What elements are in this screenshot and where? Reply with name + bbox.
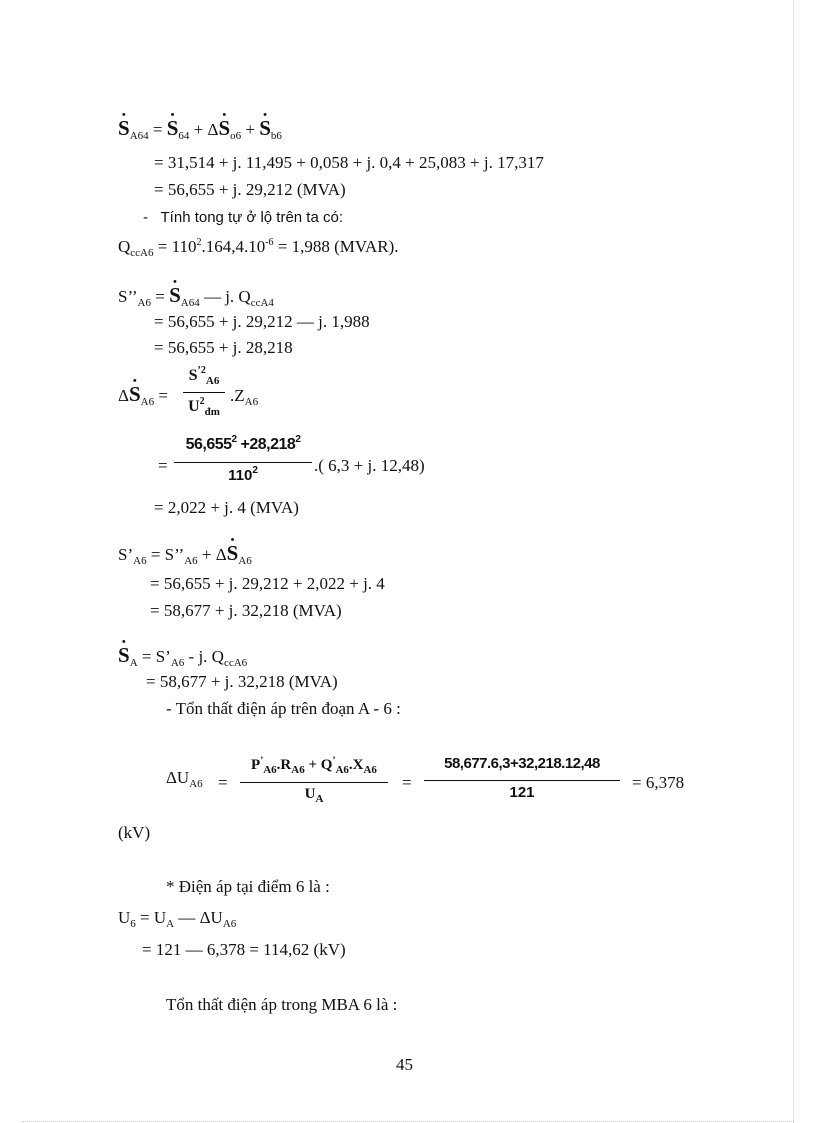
page-border-bottom bbox=[22, 1121, 794, 1122]
eq6-line2: = 58,677 + j. 32,218 (MVA) bbox=[146, 672, 338, 691]
eq2-line1: $S’’_{A6}$ = • $S_{A64}$ — j. $Q_{ccA4}$ bbox=[118, 285, 274, 309]
eq7-equals-1: = bbox=[218, 773, 228, 792]
eq4-result: = 2,022 + j. 4 (MVA) bbox=[154, 498, 299, 517]
eq3-tail: $.Z_{A6}$ bbox=[230, 386, 259, 408]
eq6-heading: - Tổn thất điện áp trên đoạn A - 6 : bbox=[166, 699, 401, 718]
note-similar: - Tính tong tự ở lộ trên ta có: bbox=[143, 209, 343, 226]
eq4-fraction-bar bbox=[174, 462, 312, 463]
qcc-line: $Q_{ccA6} = 110^2.164,4.10^{-6} = 1,988$ (MVAR). bbox=[118, 237, 399, 259]
footer-text: Tổn thất điện áp trong MBA 6 là : bbox=[166, 995, 398, 1014]
eq5-line1: $S’_{A6}$ = $S’’_{A6}$ + Δ• $S_{A6}$ bbox=[118, 543, 252, 567]
eq4-denominator: $110^2$ bbox=[228, 465, 258, 484]
eq2-line2: = 56,655 + j. 29,212 — j. 1,988 bbox=[154, 312, 370, 331]
eq1-line1: • $S_{A64}$ = • $S_{64}$ + Δ• $S_{o6}$ + • $S_{b6}$ bbox=[118, 118, 282, 142]
eq2-line3: = 56,655 + j. 28,218 bbox=[154, 338, 293, 357]
eq7-denominator-1: $U_A$ bbox=[304, 786, 324, 805]
eq7-denominator-2: 121 bbox=[509, 784, 535, 801]
eq3-denominator: $U^2_{đm}$ bbox=[188, 396, 220, 418]
eq3-lhs: Δ• $S_{A6}$ = bbox=[118, 384, 168, 408]
eq4-tail: .( 6,3 + j. 12,48) bbox=[314, 456, 425, 475]
eq1-line3: = 56,655 + j. 29,212 (MVA) bbox=[154, 180, 346, 199]
eq3-numerator: $S^{’2}_{A6}$ bbox=[188, 365, 220, 387]
eq5-line2: = 56,655 + j. 29,212 + 2,022 + j. 4 bbox=[150, 574, 385, 593]
eq6-line1: • $S_A$ = $S’_{A6}$ - j. $Q_{ccA6}$ bbox=[118, 645, 247, 669]
eq8-heading: * Điện áp tại điểm 6 là : bbox=[166, 877, 330, 896]
eq7-equals-2: = bbox=[402, 773, 412, 792]
eq7-lhs: $\Delta U_{A6}$ bbox=[166, 768, 203, 790]
eq7-result: = 6,378 bbox=[632, 773, 685, 792]
eq3-fraction-bar bbox=[183, 392, 225, 393]
page-number: 45 bbox=[396, 1055, 413, 1074]
eq7-fraction-bar-1 bbox=[240, 782, 388, 783]
page-border-right bbox=[793, 0, 794, 1123]
eq4-numerator: $56,655^2 +28,218^2$ bbox=[185, 434, 301, 453]
eq8-line2: = 121 — 6,378 = 114,62 (kV) bbox=[142, 940, 346, 959]
eq7-numerator-2: 58,677.6,3+32,218.12,48 bbox=[444, 755, 600, 772]
eq7-fraction-bar-2 bbox=[424, 780, 620, 781]
eq7-numerator-1: $P^’_{A6}.R_{A6} + Q^’_{A6}.X_{A6}$ bbox=[251, 755, 377, 776]
eq5-line3: = 58,677 + j. 32,218 (MVA) bbox=[150, 601, 342, 620]
eq7-unit: (kV) bbox=[118, 823, 151, 842]
eq4-equals: = bbox=[158, 456, 168, 475]
eq8-line1: $U_6 = U_A$ — $\Delta U_{A6}$ bbox=[118, 908, 237, 930]
eq1-line2: = 31,514 + j. 11,495 + 0,058 + j. 0,4 + 25,083 + j. 17,317 bbox=[154, 153, 544, 172]
